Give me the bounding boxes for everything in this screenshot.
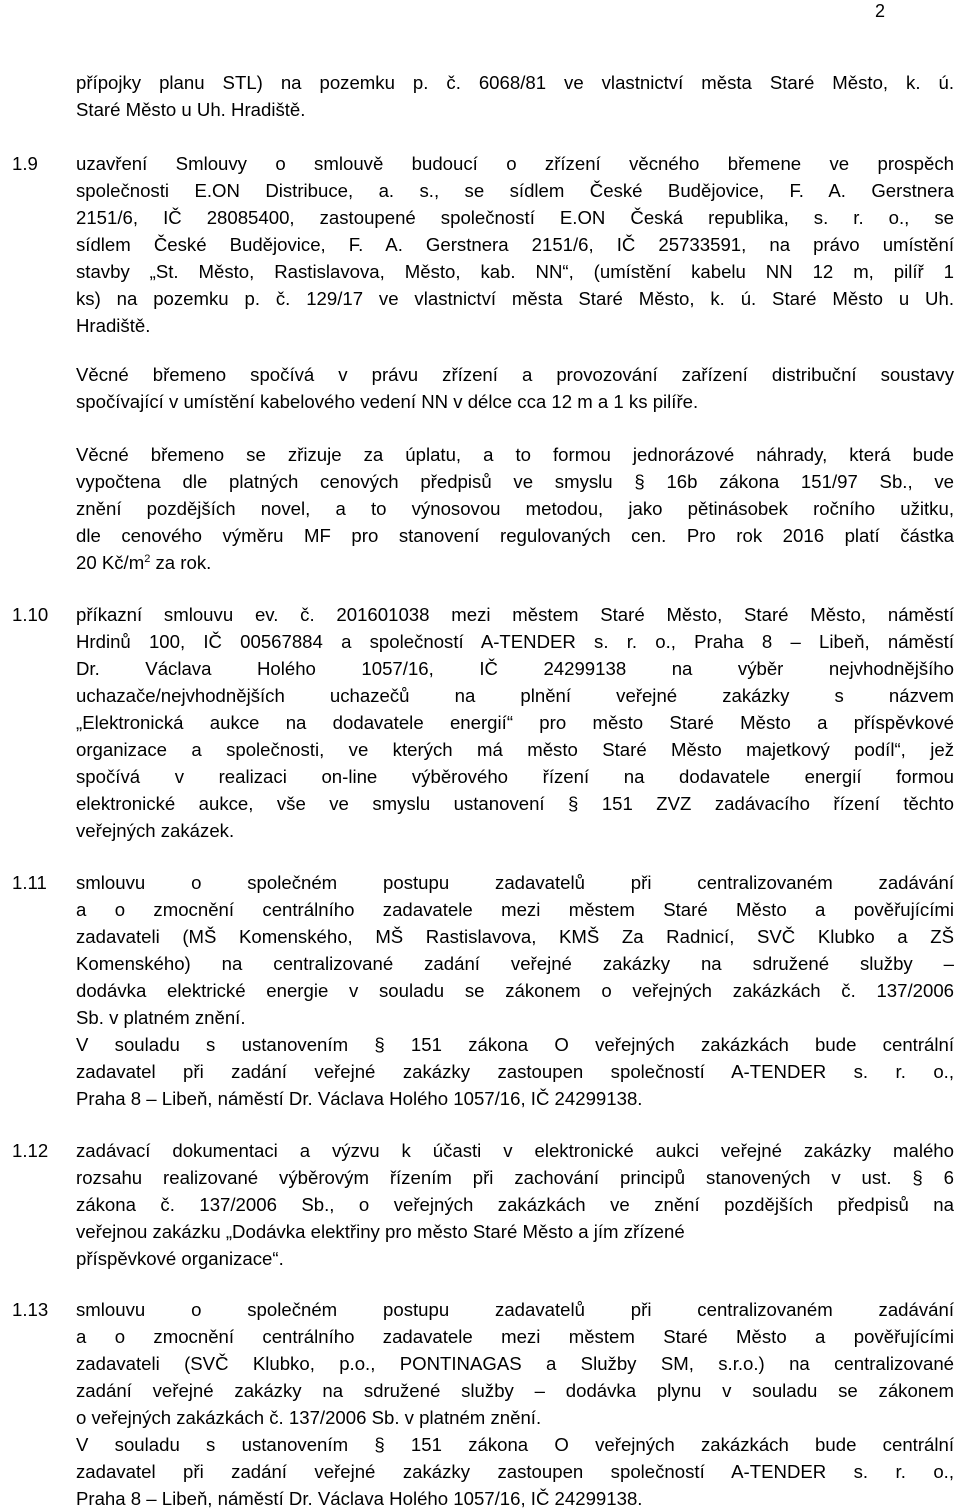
text-line: zákona č. 137/2006 Sb., o veřejných zakázkách ve znění pozdějších předpisů na xyxy=(76,1194,954,1215)
text-line: Praha 8 – Libeň, náměstí Dr. Václava Holého 1057/16, IČ 24299138. xyxy=(76,1088,643,1109)
continuation-paragraph xyxy=(76,69,954,123)
text-line: příspěvkové organizace“. xyxy=(76,1248,284,1269)
text-fragment: 20 Kč/m xyxy=(76,552,145,573)
item-1-12 xyxy=(76,1137,954,1272)
text-line: sídlem České Budějovice, F. A. Gerstnera 2151/6, IČ 25733591, na právo umístění xyxy=(76,234,954,255)
item-1-9-paragraph xyxy=(76,361,954,415)
text-line: příkazní smlouvu ev. č. 201601038 mezi městem Staré Město, Staré Město, náměstí xyxy=(76,604,954,625)
text-line: stavby „St. Město, Rastislavova, Město, kab. NN“, (umístění kabelu NN 12 m, pilíř 1 xyxy=(76,261,954,282)
text-line: spočívá v realizaci on-line výběrového řízení na dodavatele energií formou xyxy=(76,766,954,787)
text-line: V souladu s ustanovením § 151 zákona O veřejných zakázkách bude centrální xyxy=(76,1434,954,1455)
text-line: zadavatel při zadání veřejné zakázky zastoupen společností A-TENDER s. r. o., xyxy=(76,1461,954,1482)
text-line: zadávací dokumentaci a výzvu k účasti v elektronické aukci veřejné zakázky malého xyxy=(76,1140,954,1161)
superscript: 2 xyxy=(144,553,151,565)
text-line: Praha 8 – Libeň, náměstí Dr. Václava Holého 1057/16, IČ 24299138. xyxy=(76,1488,643,1509)
text-line: uchazače/nejvhodnějších uchazečů na plnění veřejné zakázky s názvem xyxy=(76,685,954,706)
item-1-11 xyxy=(76,869,954,1112)
item-number: 1.11 xyxy=(12,872,47,893)
text-line: dle cenového výměru MF pro stanovení regulovaných cen. Pro rok 2016 platí částka xyxy=(76,525,954,546)
text-fragment: za rok. xyxy=(150,552,212,573)
text-line: Věcné břemeno se zřizuje za úplatu, a to formou jednorázové náhrady, která bude xyxy=(76,444,954,465)
text-line: zadavatel při zadání veřejné zakázky zastoupen společností A-TENDER s. r. o., xyxy=(76,1061,954,1082)
text-line: ks) na pozemku p. č. 129/17 ve vlastnictví města Staré Město, k. ú. Staré Město u Uh. xyxy=(76,288,954,309)
text-line: organizace a společnosti, ve kterých má město Staré Město majetkový podíl“, jež xyxy=(76,739,954,760)
text-line: a o zmocnění centrálního zadavatele mezi městem Staré Město a pověřujícími xyxy=(76,899,954,920)
text-line: Dr. Václava Holého 1057/16, IČ 24299138 na výběr nejvhodnějšího xyxy=(76,658,954,679)
text-line: smlouvu o společném postupu zadavatelů při centralizovaném zadávání xyxy=(76,1299,954,1320)
text-line: elektronické aukce, vše ve smyslu ustanovení § 151 ZVZ zadávacího řízení těchto xyxy=(76,793,954,814)
text-line: a o zmocnění centrálního zadavatele mezi městem Staré Město a pověřujícími xyxy=(76,1326,954,1347)
text-line: Hrdinů 100, IČ 00567884 a společností A-TENDER s. r. o., Praha 8 – Libeň, náměstí xyxy=(76,631,954,652)
item-1-9-paragraph xyxy=(76,441,954,576)
text-line: zadání veřejné zakázky na sdružené služby – dodávka plynu v souladu se zákonem xyxy=(76,1380,954,1401)
item-number: 1.12 xyxy=(12,1140,49,1161)
text-line: zadavateli (SVČ Klubko, p.o., PONTINAGAS a Služby SM, s.r.o.) na centralizované xyxy=(76,1353,954,1374)
text-line: smlouvu o společném postupu zadavatelů při centralizovaném zadávání xyxy=(76,872,954,893)
text-line: Komenského) na centralizované zadání veřejné zakázky na sdružené služby – xyxy=(76,953,954,974)
text-line: znění pozdějších novel, a to výnosovou metodou, jako pětinásobek ročního užitku, xyxy=(76,498,954,519)
text-line xyxy=(76,549,954,576)
text-line: V souladu s ustanovením § 151 zákona O veřejných zakázkách bude centrální xyxy=(76,1034,954,1055)
item-number: 1.13 xyxy=(12,1299,49,1320)
text-line: „Elektronická aukce na dodavatele energií“ pro město Staré Město a příspěvkové xyxy=(76,712,954,733)
text-line: spočívající v umístění kabelového vedení NN v délce cca 12 m a 1 ks pilíře. xyxy=(76,391,699,412)
item-1-10 xyxy=(76,601,954,844)
item-number: 1.9 xyxy=(12,153,38,174)
item-1-13 xyxy=(76,1296,954,1512)
text-line: o veřejných zakázkách č. 137/2006 Sb. v platném znění. xyxy=(76,1407,542,1428)
text-line: veřejných zakázek. xyxy=(76,820,235,841)
text-line: Sb. v platném znění. xyxy=(76,1007,246,1028)
text-line: uzavření Smlouvy o smlouvě budoucí o zřízení věcného břemene ve prospěch xyxy=(76,153,954,174)
page-number: 2 xyxy=(874,1,885,21)
text-line: 2151/6, IČ 28085400, zastoupené společností E.ON Česká republika, s. r. o., se xyxy=(76,207,954,228)
text-line: dodávka elektrické energie v souladu se zákonem o veřejných zakázkách č. 137/2006 xyxy=(76,980,954,1001)
text-line: vypočtena dle platných cenových předpisů ve smyslu § 16b zákona 151/97 Sb., ve xyxy=(76,471,954,492)
item-1-9 xyxy=(76,150,954,339)
text-line: Staré Město u Uh. Hradiště. xyxy=(76,99,306,120)
text-line: veřejnou zakázku „Dodávka elektřiny pro město Staré Město a jím zřízené xyxy=(76,1221,685,1242)
text-line: společnosti E.ON Distribuce, a. s., se sídlem České Budějovice, F. A. Gerstnera xyxy=(76,180,954,201)
text-line: rozsahu realizované výběrovým řízením při zachování principů stanovených v ust. § 6 xyxy=(76,1167,954,1188)
item-number: 1.10 xyxy=(12,604,49,625)
text-line: zadavateli (MŠ Komenského, MŠ Rastislavova, KMŠ Za Radnicí, SVČ Klubko a ZŠ xyxy=(76,926,954,947)
text-line: Věcné břemeno spočívá v právu zřízení a provozování zařízení distribuční soustavy xyxy=(76,364,954,385)
text-line: přípojky planu STL) na pozemku p. č. 6068/81 ve vlastnictví města Staré Město, k. ú. xyxy=(76,72,954,93)
text-line: Hradiště. xyxy=(76,315,151,336)
